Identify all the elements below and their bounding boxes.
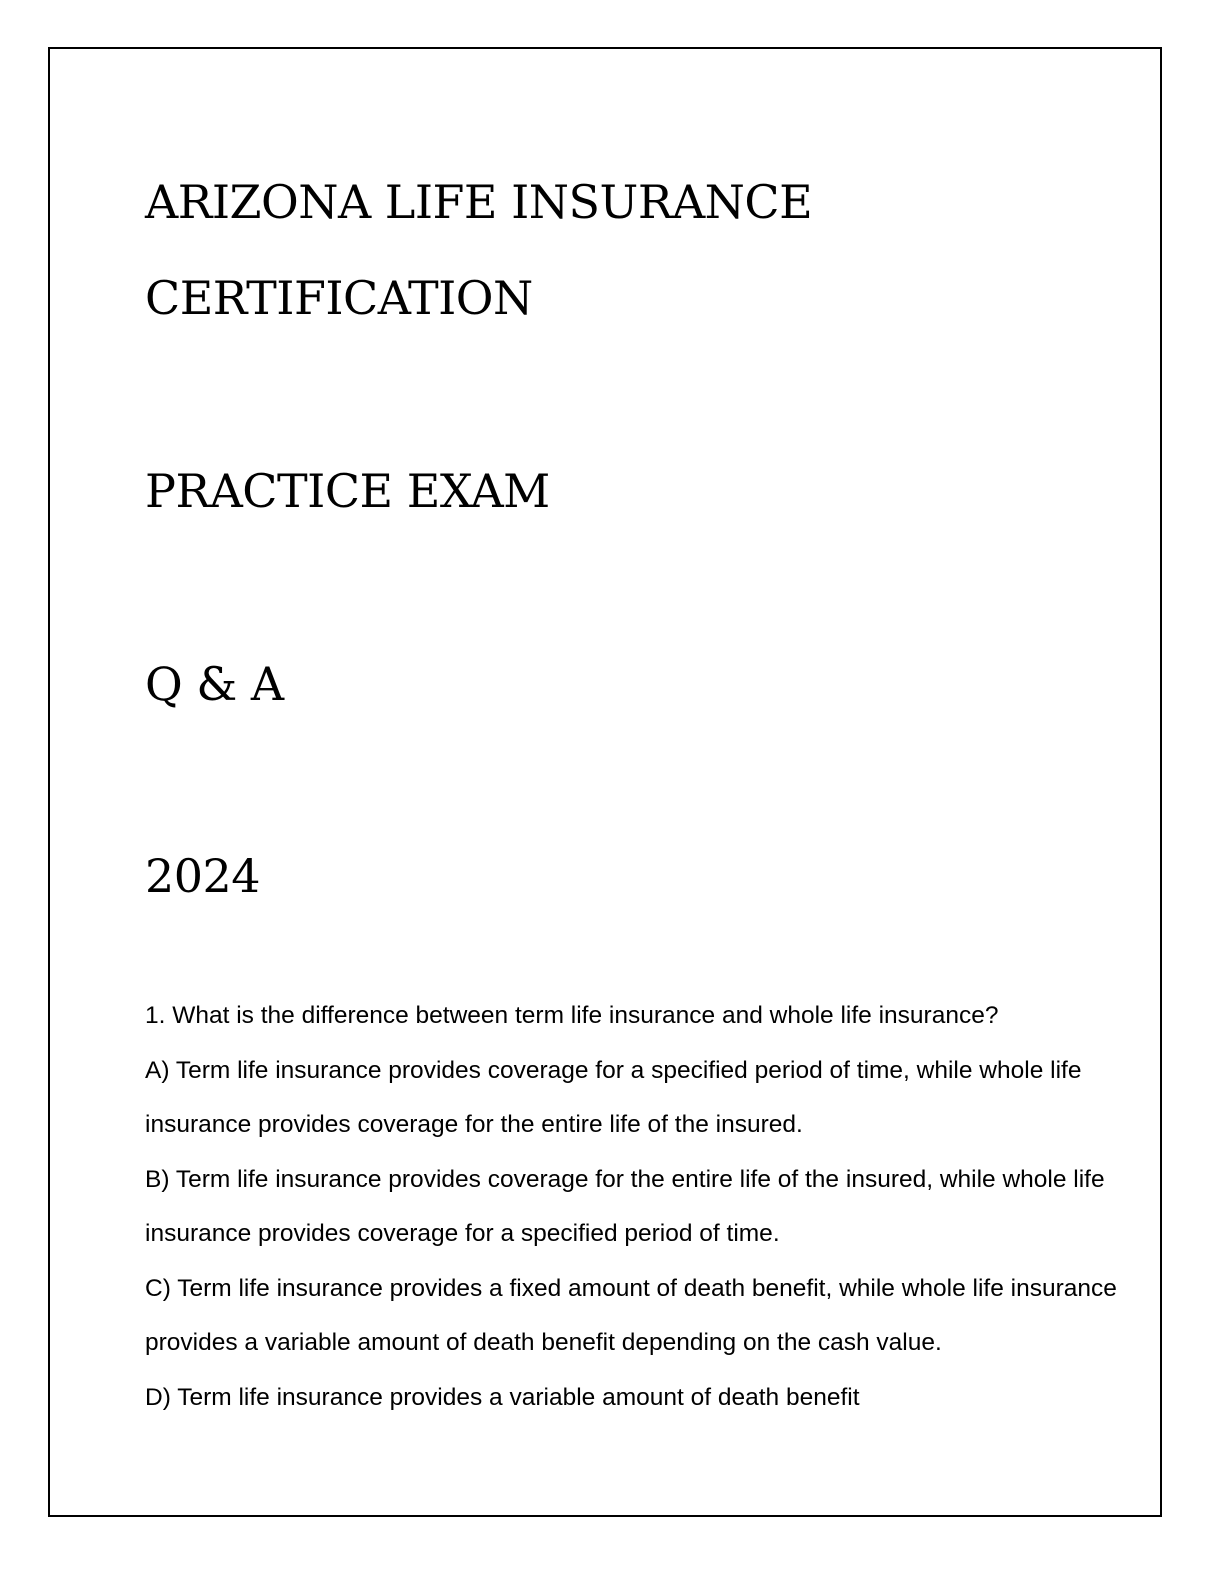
subtitle: PRACTICE EXAM bbox=[145, 464, 550, 518]
question-prompt: 1. What is the difference between term life insurance and whole life insurance? bbox=[145, 1002, 999, 1029]
answer-option-d: D) Term life insurance provides a variable amount of death benefit bbox=[145, 1383, 860, 1411]
title-line-1: ARIZONA LIFE INSURANCE bbox=[145, 175, 813, 229]
question-block bbox=[145, 989, 1125, 1425]
qa-label: Q & A bbox=[145, 657, 284, 711]
page-frame bbox=[48, 47, 1162, 1517]
answer-option-c: C) Term life insurance provides a fixed amount of death benefit, while whole life insurance provides a variable amount of death benefit depending on the cash value. bbox=[145, 1274, 1117, 1356]
answer-option-b: B) Term life insurance provides coverage for the entire life of the insured, while whole life insurance provides coverage for a specified period of time. bbox=[145, 1165, 1105, 1247]
title-line-2: CERTIFICATION bbox=[145, 271, 533, 325]
answer-option-a: A) Term life insurance provides coverage for a specified period of time, while whole life insurance provides coverage for the entire life of the insured. bbox=[145, 1056, 1082, 1138]
year: 2024 bbox=[145, 849, 261, 903]
